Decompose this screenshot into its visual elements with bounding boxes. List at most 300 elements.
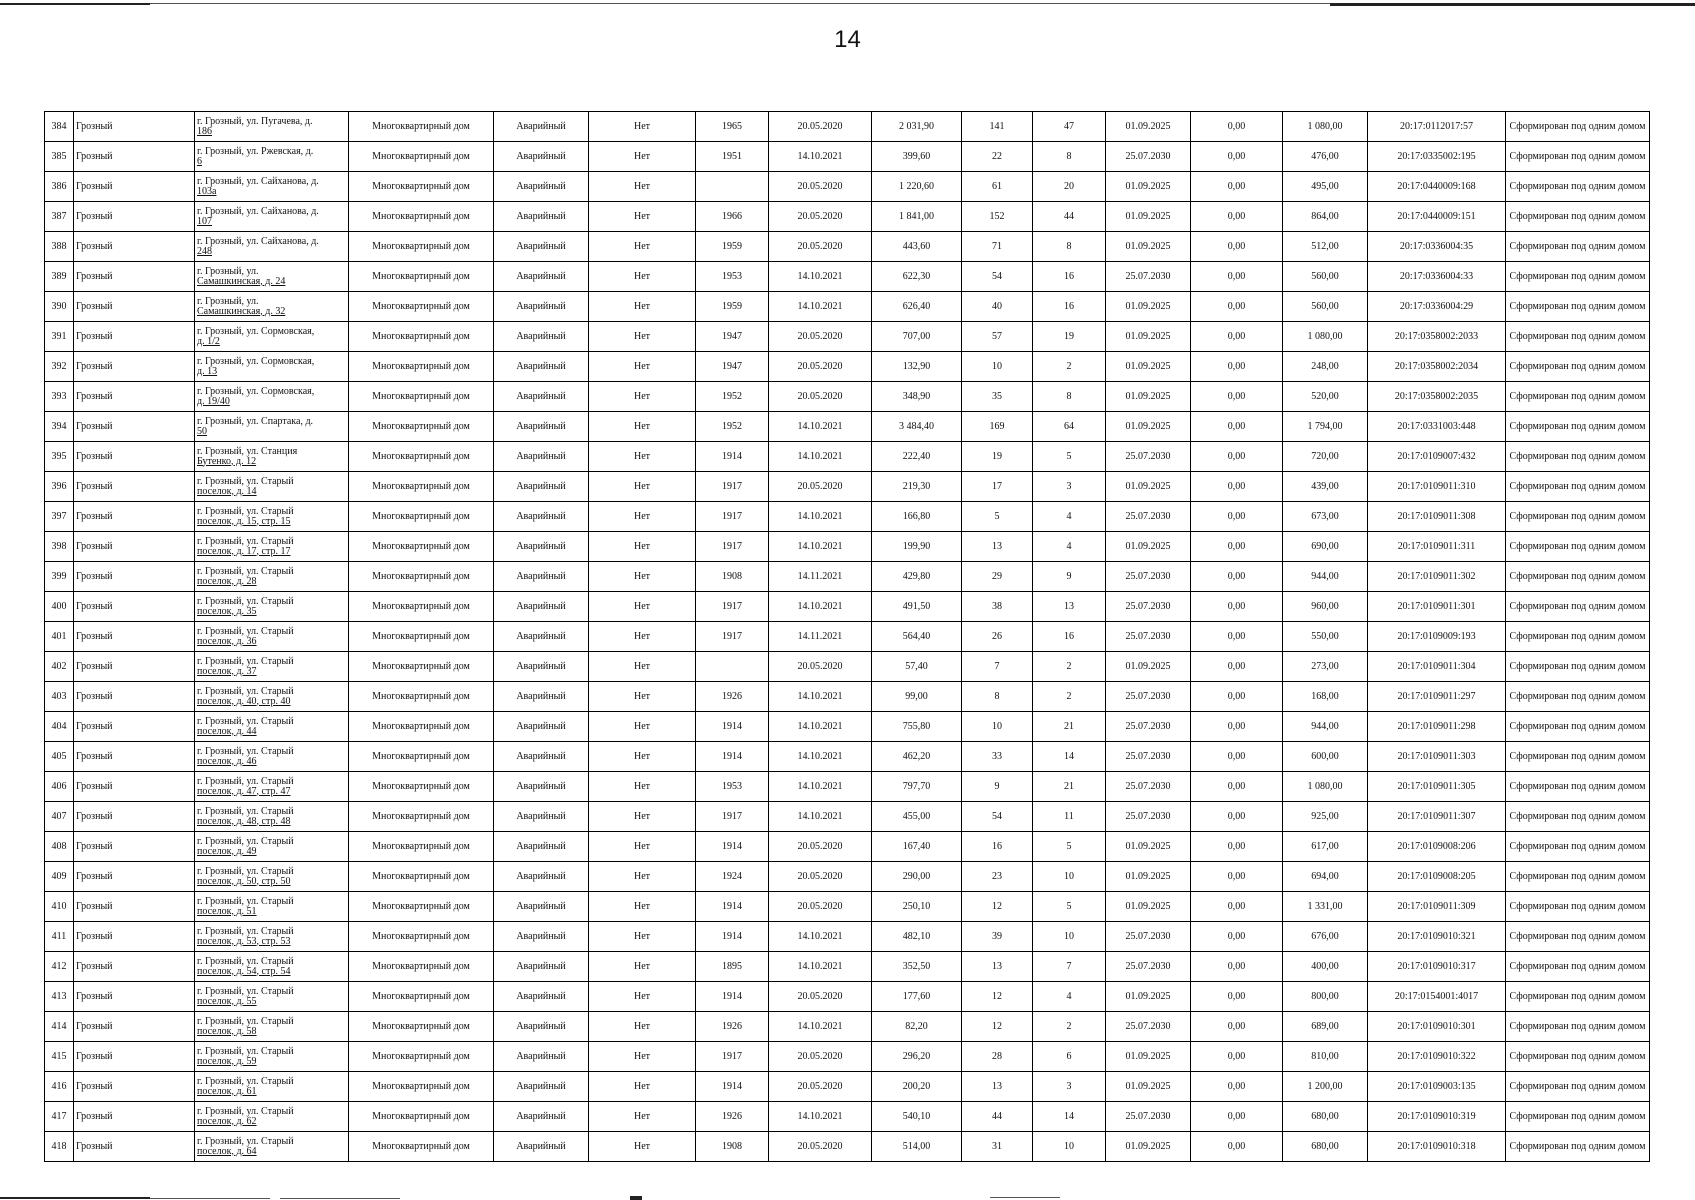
address-cell — [195, 922, 349, 952]
table-row — [45, 232, 1650, 262]
residents-count-cell: 61 — [962, 172, 1033, 202]
apartments-count-cell: 19 — [1033, 322, 1106, 352]
recognition-date-cell: 20.05.2020 — [769, 892, 872, 922]
row-number: 410 — [45, 892, 74, 922]
building-type-cell: Многоквартирный дом — [349, 772, 494, 802]
value-cell: 0,00 — [1191, 982, 1283, 1012]
city-cell: Грозный — [74, 442, 195, 472]
flag-cell: Нет — [589, 922, 696, 952]
year-built-cell: 1914 — [696, 982, 769, 1012]
address-line-2: поселок, д. 46 — [197, 755, 257, 767]
table-row — [45, 502, 1650, 532]
value-cell: 0,00 — [1191, 502, 1283, 532]
address-line-1: г. Грозный, ул. Станция — [197, 445, 298, 457]
address-line-1: г. Грозный, ул. Старый — [197, 475, 294, 487]
value-cell: 0,00 — [1191, 1132, 1283, 1162]
plot-status-cell: Сформирован под одним домом — [1506, 982, 1650, 1012]
table-row — [45, 982, 1650, 1012]
row-number: 402 — [45, 652, 74, 682]
building-type-cell: Многоквартирный дом — [349, 442, 494, 472]
recognition-date-cell: 20.05.2020 — [769, 172, 872, 202]
condition-cell: Аварийный — [494, 892, 589, 922]
resettlement-deadline-cell: 25.07.2030 — [1106, 592, 1191, 622]
address-cell — [195, 1042, 349, 1072]
building-type-cell: Многоквартирный дом — [349, 1072, 494, 1102]
area-cell: 626,40 — [872, 292, 962, 322]
apartments-count-cell: 8 — [1033, 382, 1106, 412]
cadastral-number-cell: 20:17:0109011:298 — [1368, 712, 1506, 742]
residents-count-cell: 54 — [962, 262, 1033, 292]
recognition-date-cell: 14.10.2021 — [769, 742, 872, 772]
table-row — [45, 262, 1650, 292]
residents-count-cell: 12 — [962, 892, 1033, 922]
row-number: 384 — [45, 112, 74, 142]
row-number: 400 — [45, 592, 74, 622]
bottom-edge-mark — [630, 1196, 642, 1200]
address-line-1: г. Грозный, ул. Старый — [197, 595, 294, 607]
land-area-cell: 550,00 — [1283, 622, 1368, 652]
emergency-housing-table — [44, 111, 1650, 1162]
plot-status-cell: Сформирован под одним домом — [1506, 502, 1650, 532]
address-cell — [195, 562, 349, 592]
residents-count-cell: 13 — [962, 952, 1033, 982]
apartments-count-cell: 5 — [1033, 832, 1106, 862]
apartments-count-cell: 10 — [1033, 922, 1106, 952]
year-built-cell: 1914 — [696, 712, 769, 742]
table-row — [45, 832, 1650, 862]
value-cell: 0,00 — [1191, 112, 1283, 142]
apartments-count-cell: 8 — [1033, 142, 1106, 172]
resettlement-deadline-cell: 01.09.2025 — [1106, 322, 1191, 352]
land-area-cell: 476,00 — [1283, 142, 1368, 172]
flag-cell: Нет — [589, 472, 696, 502]
building-type-cell: Многоквартирный дом — [349, 322, 494, 352]
area-cell: 443,60 — [872, 232, 962, 262]
residents-count-cell: 26 — [962, 622, 1033, 652]
cadastral-number-cell: 20:17:0358002:2034 — [1368, 352, 1506, 382]
residents-count-cell: 13 — [962, 1072, 1033, 1102]
address-cell — [195, 952, 349, 982]
recognition-date-cell: 14.10.2021 — [769, 712, 872, 742]
address-line-1: г. Грозный, ул. Старый — [197, 625, 294, 637]
resettlement-deadline-cell: 25.07.2030 — [1106, 712, 1191, 742]
address-cell — [195, 262, 349, 292]
condition-cell: Аварийный — [494, 712, 589, 742]
year-built-cell: 1926 — [696, 1102, 769, 1132]
area-cell: 222,40 — [872, 442, 962, 472]
condition-cell: Аварийный — [494, 652, 589, 682]
apartments-count-cell: 2 — [1033, 652, 1106, 682]
table-row — [45, 112, 1650, 142]
cadastral-number-cell: 20:17:0109011:303 — [1368, 742, 1506, 772]
top-edge-rule — [0, 3, 150, 5]
address-line-2: 6 — [197, 155, 202, 167]
address-line-1: г. Грозный, ул. Старый — [197, 1045, 294, 1057]
value-cell: 0,00 — [1191, 172, 1283, 202]
address-line-2: поселок, д. 37 — [197, 665, 257, 677]
apartments-count-cell: 64 — [1033, 412, 1106, 442]
recognition-date-cell: 20.05.2020 — [769, 1042, 872, 1072]
city-cell: Грозный — [74, 232, 195, 262]
land-area-cell: 676,00 — [1283, 922, 1368, 952]
residents-count-cell: 16 — [962, 832, 1033, 862]
condition-cell: Аварийный — [494, 172, 589, 202]
condition-cell: Аварийный — [494, 292, 589, 322]
residents-count-cell: 12 — [962, 1012, 1033, 1042]
address-line-2: поселок, д. 49 — [197, 845, 257, 857]
resettlement-deadline-cell: 25.07.2030 — [1106, 562, 1191, 592]
apartments-count-cell: 16 — [1033, 292, 1106, 322]
city-cell: Грозный — [74, 142, 195, 172]
address-line-2: поселок, д. 44 — [197, 725, 257, 737]
condition-cell: Аварийный — [494, 562, 589, 592]
table-row — [45, 1012, 1650, 1042]
area-cell: 352,50 — [872, 952, 962, 982]
area-cell: 755,80 — [872, 712, 962, 742]
value-cell: 0,00 — [1191, 712, 1283, 742]
year-built-cell: 1917 — [696, 592, 769, 622]
city-cell: Грозный — [74, 382, 195, 412]
condition-cell: Аварийный — [494, 832, 589, 862]
recognition-date-cell: 14.10.2021 — [769, 1102, 872, 1132]
cadastral-number-cell: 20:17:0112017:57 — [1368, 112, 1506, 142]
apartments-count-cell: 20 — [1033, 172, 1106, 202]
land-area-cell: 689,00 — [1283, 1012, 1368, 1042]
city-cell: Грозный — [74, 112, 195, 142]
address-cell — [195, 382, 349, 412]
flag-cell: Нет — [589, 1012, 696, 1042]
value-cell: 0,00 — [1191, 922, 1283, 952]
condition-cell: Аварийный — [494, 142, 589, 172]
building-type-cell: Многоквартирный дом — [349, 502, 494, 532]
residents-count-cell: 17 — [962, 472, 1033, 502]
city-cell: Грозный — [74, 292, 195, 322]
area-cell: 455,00 — [872, 802, 962, 832]
row-number: 385 — [45, 142, 74, 172]
area-cell: 2 031,90 — [872, 112, 962, 142]
row-number: 403 — [45, 682, 74, 712]
residents-count-cell: 31 — [962, 1132, 1033, 1162]
recognition-date-cell: 20.05.2020 — [769, 322, 872, 352]
building-type-cell: Многоквартирный дом — [349, 292, 494, 322]
address-line-2: д. 1/2 — [197, 335, 220, 347]
table-row — [45, 352, 1650, 382]
table-row — [45, 892, 1650, 922]
cadastral-number-cell: 20:17:0440009:151 — [1368, 202, 1506, 232]
apartments-count-cell: 2 — [1033, 682, 1106, 712]
area-cell: 399,60 — [872, 142, 962, 172]
plot-status-cell: Сформирован под одним домом — [1506, 622, 1650, 652]
value-cell: 0,00 — [1191, 952, 1283, 982]
land-area-cell: 690,00 — [1283, 532, 1368, 562]
address-line-2: Самашкинская, д. 24 — [197, 275, 286, 287]
building-type-cell: Многоквартирный дом — [349, 1012, 494, 1042]
apartments-count-cell: 44 — [1033, 202, 1106, 232]
year-built-cell: 1959 — [696, 292, 769, 322]
plot-status-cell: Сформирован под одним домом — [1506, 232, 1650, 262]
year-built-cell: 1914 — [696, 742, 769, 772]
address-cell — [195, 682, 349, 712]
cadastral-number-cell: 20:17:0109008:205 — [1368, 862, 1506, 892]
table-row — [45, 772, 1650, 802]
area-cell: 82,20 — [872, 1012, 962, 1042]
cadastral-number-cell: 20:17:0109011:310 — [1368, 472, 1506, 502]
city-cell: Грозный — [74, 412, 195, 442]
address-cell — [195, 472, 349, 502]
row-number: 407 — [45, 802, 74, 832]
city-cell: Грозный — [74, 742, 195, 772]
value-cell: 0,00 — [1191, 682, 1283, 712]
address-line-2: 186 — [197, 125, 212, 137]
apartments-count-cell: 10 — [1033, 1132, 1106, 1162]
recognition-date-cell: 14.10.2021 — [769, 502, 872, 532]
value-cell: 0,00 — [1191, 832, 1283, 862]
condition-cell: Аварийный — [494, 1012, 589, 1042]
cadastral-number-cell: 20:17:0109011:297 — [1368, 682, 1506, 712]
value-cell: 0,00 — [1191, 622, 1283, 652]
apartments-count-cell: 11 — [1033, 802, 1106, 832]
address-cell — [195, 772, 349, 802]
address-line-2: поселок, д. 47, стр. 47 — [197, 785, 291, 797]
plot-status-cell: Сформирован под одним домом — [1506, 172, 1650, 202]
year-built-cell: 1966 — [696, 202, 769, 232]
apartments-count-cell: 9 — [1033, 562, 1106, 592]
city-cell: Грозный — [74, 622, 195, 652]
recognition-date-cell: 14.10.2021 — [769, 1012, 872, 1042]
area-cell: 3 484,40 — [872, 412, 962, 442]
address-line-2: д. 13 — [197, 365, 218, 377]
address-cell — [195, 412, 349, 442]
address-line-1: г. Грозный, ул. Старый — [197, 1015, 294, 1027]
plot-status-cell: Сформирован под одним домом — [1506, 1072, 1650, 1102]
land-area-cell: 439,00 — [1283, 472, 1368, 502]
table-row — [45, 412, 1650, 442]
building-type-cell: Многоквартирный дом — [349, 1102, 494, 1132]
land-area-cell: 617,00 — [1283, 832, 1368, 862]
recognition-date-cell: 20.05.2020 — [769, 862, 872, 892]
plot-status-cell: Сформирован под одним домом — [1506, 832, 1650, 862]
area-cell: 707,00 — [872, 322, 962, 352]
address-line-2: поселок, д. 40, стр. 40 — [197, 695, 291, 707]
cadastral-number-cell: 20:17:0336004:35 — [1368, 232, 1506, 262]
plot-status-cell: Сформирован под одним домом — [1506, 472, 1650, 502]
flag-cell: Нет — [589, 682, 696, 712]
flag-cell: Нет — [589, 952, 696, 982]
address-line-1: г. Грозный, ул. Старый — [197, 775, 294, 787]
flag-cell: Нет — [589, 382, 696, 412]
apartments-count-cell: 10 — [1033, 862, 1106, 892]
residents-count-cell: 8 — [962, 682, 1033, 712]
address-cell — [195, 112, 349, 142]
flag-cell: Нет — [589, 262, 696, 292]
address-line-2: Самашкинская, д. 32 — [197, 305, 286, 317]
condition-cell: Аварийный — [494, 232, 589, 262]
year-built-cell: 1917 — [696, 502, 769, 532]
resettlement-deadline-cell: 01.09.2025 — [1106, 232, 1191, 262]
recognition-date-cell: 20.05.2020 — [769, 202, 872, 232]
land-area-cell: 925,00 — [1283, 802, 1368, 832]
value-cell: 0,00 — [1191, 1072, 1283, 1102]
apartments-count-cell: 14 — [1033, 742, 1106, 772]
address-line-2: поселок, д. 36 — [197, 635, 257, 647]
row-number: 416 — [45, 1072, 74, 1102]
plot-status-cell: Сформирован под одним домом — [1506, 112, 1650, 142]
residents-count-cell: 38 — [962, 592, 1033, 622]
building-type-cell: Многоквартирный дом — [349, 622, 494, 652]
land-area-cell: 495,00 — [1283, 172, 1368, 202]
recognition-date-cell: 20.05.2020 — [769, 1132, 872, 1162]
table-row — [45, 142, 1650, 172]
apartments-count-cell: 7 — [1033, 952, 1106, 982]
resettlement-deadline-cell: 25.07.2030 — [1106, 262, 1191, 292]
value-cell: 0,00 — [1191, 892, 1283, 922]
area-cell: 1 220,60 — [872, 172, 962, 202]
cadastral-number-cell: 20:17:0154001:4017 — [1368, 982, 1506, 1012]
condition-cell: Аварийный — [494, 352, 589, 382]
resettlement-deadline-cell: 01.09.2025 — [1106, 982, 1191, 1012]
plot-status-cell: Сформирован под одним домом — [1506, 382, 1650, 412]
condition-cell: Аварийный — [494, 1042, 589, 1072]
cadastral-number-cell: 20:17:0336004:33 — [1368, 262, 1506, 292]
resettlement-deadline-cell: 25.07.2030 — [1106, 622, 1191, 652]
year-built-cell: 1914 — [696, 442, 769, 472]
condition-cell: Аварийный — [494, 382, 589, 412]
building-type-cell: Многоквартирный дом — [349, 592, 494, 622]
condition-cell: Аварийный — [494, 112, 589, 142]
cadastral-number-cell: 20:17:0358002:2033 — [1368, 322, 1506, 352]
apartments-count-cell: 5 — [1033, 442, 1106, 472]
cadastral-number-cell: 20:17:0109008:206 — [1368, 832, 1506, 862]
cadastral-number-cell: 20:17:0109007:432 — [1368, 442, 1506, 472]
table-row — [45, 382, 1650, 412]
area-cell: 564,40 — [872, 622, 962, 652]
city-cell: Грозный — [74, 172, 195, 202]
plot-status-cell: Сформирован под одним домом — [1506, 652, 1650, 682]
apartments-count-cell: 4 — [1033, 982, 1106, 1012]
value-cell: 0,00 — [1191, 562, 1283, 592]
cadastral-number-cell: 20:17:0109009:193 — [1368, 622, 1506, 652]
address-line-1: г. Грозный, ул. Сормовская, — [197, 325, 315, 337]
condition-cell: Аварийный — [494, 772, 589, 802]
area-cell: 177,60 — [872, 982, 962, 1012]
resettlement-deadline-cell: 25.07.2030 — [1106, 1102, 1191, 1132]
residents-count-cell: 71 — [962, 232, 1033, 262]
city-cell: Грозный — [74, 202, 195, 232]
address-line-1: г. Грозный, ул. Старый — [197, 685, 294, 697]
year-built-cell: 1917 — [696, 532, 769, 562]
flag-cell: Нет — [589, 352, 696, 382]
residents-count-cell: 169 — [962, 412, 1033, 442]
land-area-cell: 680,00 — [1283, 1102, 1368, 1132]
table-row — [45, 442, 1650, 472]
plot-status-cell: Сформирован под одним домом — [1506, 142, 1650, 172]
building-type-cell: Многоквартирный дом — [349, 1132, 494, 1162]
flag-cell: Нет — [589, 562, 696, 592]
apartments-count-cell: 16 — [1033, 622, 1106, 652]
residents-count-cell: 57 — [962, 322, 1033, 352]
resettlement-deadline-cell: 01.09.2025 — [1106, 352, 1191, 382]
plot-status-cell: Сформирован под одним домом — [1506, 262, 1650, 292]
city-cell: Грозный — [74, 952, 195, 982]
address-line-2: поселок, д. 28 — [197, 575, 257, 587]
value-cell: 0,00 — [1191, 322, 1283, 352]
condition-cell: Аварийный — [494, 1132, 589, 1162]
recognition-date-cell: 20.05.2020 — [769, 652, 872, 682]
resettlement-deadline-cell: 01.09.2025 — [1106, 172, 1191, 202]
recognition-date-cell: 20.05.2020 — [769, 982, 872, 1012]
recognition-date-cell: 20.05.2020 — [769, 352, 872, 382]
resettlement-deadline-cell: 25.07.2030 — [1106, 442, 1191, 472]
flag-cell: Нет — [589, 532, 696, 562]
table-row — [45, 1132, 1650, 1162]
area-cell: 290,00 — [872, 862, 962, 892]
area-cell: 491,50 — [872, 592, 962, 622]
building-type-cell: Многоквартирный дом — [349, 982, 494, 1012]
city-cell: Грозный — [74, 1012, 195, 1042]
city-cell: Грозный — [74, 652, 195, 682]
land-area-cell: 273,00 — [1283, 652, 1368, 682]
cadastral-number-cell: 20:17:0336004:29 — [1368, 292, 1506, 322]
address-cell — [195, 1102, 349, 1132]
building-type-cell: Многоквартирный дом — [349, 652, 494, 682]
plot-status-cell: Сформирован под одним домом — [1506, 922, 1650, 952]
land-area-cell: 1 080,00 — [1283, 322, 1368, 352]
area-cell: 429,80 — [872, 562, 962, 592]
apartments-count-cell: 5 — [1033, 892, 1106, 922]
address-cell — [195, 232, 349, 262]
address-cell — [195, 292, 349, 322]
row-number: 414 — [45, 1012, 74, 1042]
flag-cell: Нет — [589, 502, 696, 532]
value-cell: 0,00 — [1191, 1042, 1283, 1072]
flag-cell: Нет — [589, 412, 696, 442]
flag-cell: Нет — [589, 1132, 696, 1162]
cadastral-number-cell: 20:17:0109011:305 — [1368, 772, 1506, 802]
city-cell: Грозный — [74, 1132, 195, 1162]
recognition-date-cell: 14.10.2021 — [769, 952, 872, 982]
recognition-date-cell: 20.05.2020 — [769, 112, 872, 142]
row-number: 408 — [45, 832, 74, 862]
recognition-date-cell: 14.10.2021 — [769, 592, 872, 622]
address-line-1: г. Грозный, ул. Сормовская, — [197, 385, 315, 397]
area-cell: 132,90 — [872, 352, 962, 382]
flag-cell: Нет — [589, 202, 696, 232]
land-area-cell: 960,00 — [1283, 592, 1368, 622]
year-built-cell: 1953 — [696, 262, 769, 292]
value-cell: 0,00 — [1191, 1102, 1283, 1132]
building-type-cell: Многоквартирный дом — [349, 382, 494, 412]
city-cell: Грозный — [74, 1042, 195, 1072]
cadastral-number-cell: 20:17:0335002:195 — [1368, 142, 1506, 172]
city-cell: Грозный — [74, 1102, 195, 1132]
year-built-cell: 1908 — [696, 562, 769, 592]
address-line-1: г. Грозный, ул. Сайханова, д. — [197, 175, 319, 187]
building-type-cell: Многоквартирный дом — [349, 262, 494, 292]
resettlement-deadline-cell: 01.09.2025 — [1106, 862, 1191, 892]
address-cell — [195, 862, 349, 892]
table-row — [45, 322, 1650, 352]
resettlement-deadline-cell: 25.07.2030 — [1106, 682, 1191, 712]
address-line-1: г. Грозный, ул. Старый — [197, 925, 294, 937]
address-cell — [195, 442, 349, 472]
condition-cell: Аварийный — [494, 322, 589, 352]
row-number: 406 — [45, 772, 74, 802]
recognition-date-cell: 14.10.2021 — [769, 142, 872, 172]
year-built-cell: 1959 — [696, 232, 769, 262]
land-area-cell: 810,00 — [1283, 1042, 1368, 1072]
flag-cell: Нет — [589, 772, 696, 802]
flag-cell: Нет — [589, 112, 696, 142]
